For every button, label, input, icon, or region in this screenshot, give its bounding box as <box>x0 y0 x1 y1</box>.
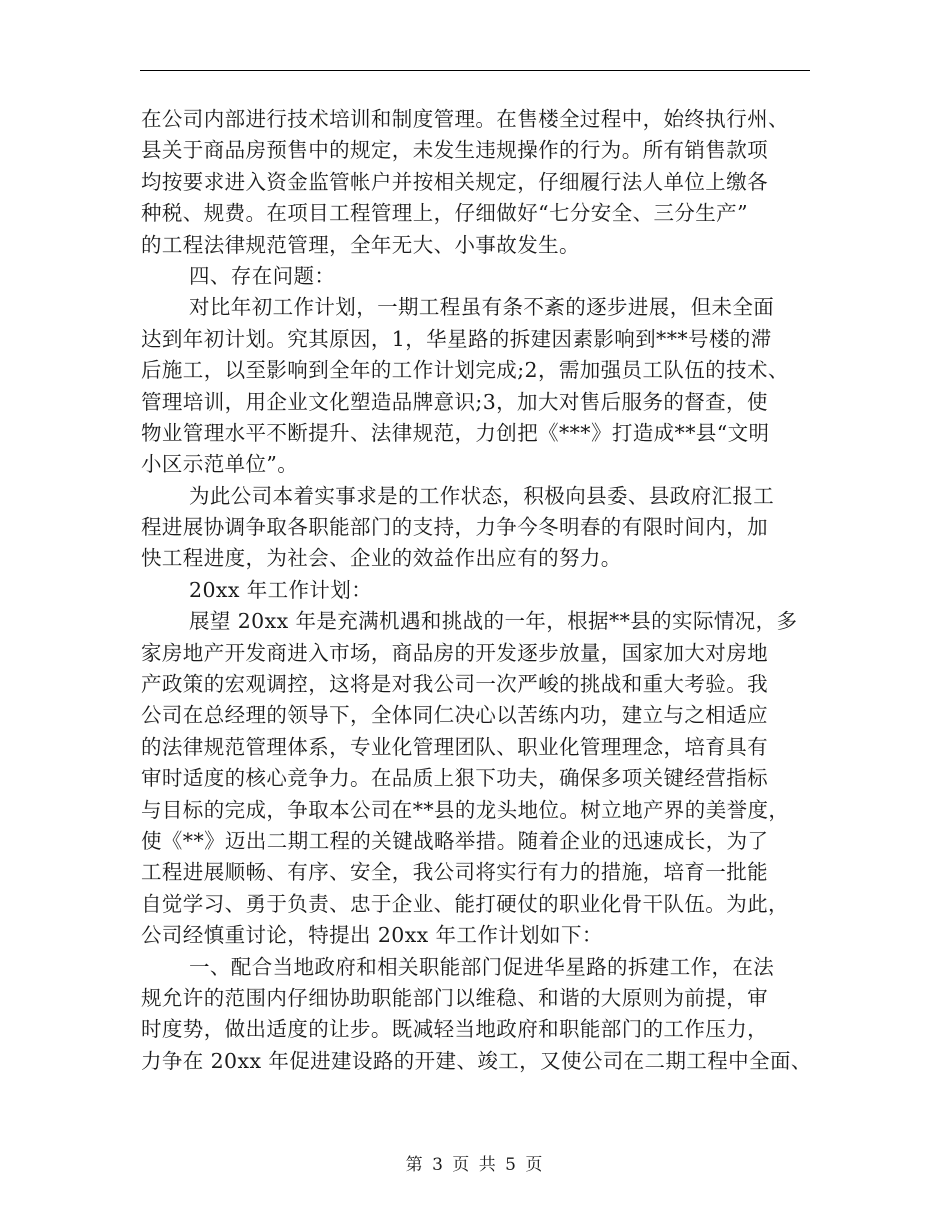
text-line: 20xx 年工作计划： <box>189 577 373 602</box>
text-line: 规允许的范围内仔细协助职能部门以维稳、和谐的大原则为前提，审 <box>141 985 768 1010</box>
text-line: 快工程进度，为社会、企业的效益作出应有的努力。 <box>141 546 622 571</box>
text-line: 对比年初工作计划，一期工程虽有条不紊的逐步进展，但未全面 <box>189 295 775 320</box>
text-line: 在公司内部进行技术培训和制度管理。在售楼全过程中，始终执行州、 <box>141 107 789 131</box>
text-line: 与目标的完成，争取本公司在**县的龙头地位。树立地产界的美誉度， <box>141 797 790 822</box>
text-line: 管理培训，用企业文化塑造品牌意识;3，加大对售后服务的督查，使 <box>141 389 768 414</box>
text-line: 使《**》迈出二期工程的关键战略举措。随着企业的迅速成长，为了 <box>141 828 769 853</box>
text-line: 为此公司本着实事求是的工作状态，积极向县委、县政府汇报工 <box>189 483 775 508</box>
text-line: 公司经慎重讨论，特提出 20xx 年工作计划如下： <box>141 923 603 948</box>
text-line: 时度势，做出适度的让步。既减轻当地政府和职能部门的工作压力， <box>141 1017 768 1042</box>
text-line: 种税、规费。在项目工程管理上，仔细做好“七分安全、三分生产” <box>141 201 748 226</box>
text-line: 小区示范单位”。 <box>141 452 299 477</box>
text-line: 四、存在问题： <box>189 263 336 288</box>
text-line: 工程进展顺畅、有序、安全，我公司将实行有力的措施，培育一批能 <box>141 860 768 885</box>
text-line: 程进展协调争取各职能部门的支持，力争今冬明春的有限时间内，加 <box>141 515 768 540</box>
text-line: 物业管理水平不断提升、法律规范，力创把《***》打造成**县“文明 <box>141 420 770 445</box>
text-line: 审时适度的核心竞争力。在品质上狠下功夫，确保多项关键经营指标 <box>141 766 768 791</box>
text-line: 后施工，以至影响到全年的工作计划完成;2，需加强员工队伍的技术、 <box>141 358 789 383</box>
text-line: 展望 20xx 年是充满机遇和挑战的一年，根据**县的实际情况，多 <box>189 609 798 634</box>
header-rule <box>140 70 810 71</box>
text-line: 县关于商品房预售中的规定，未发生违规操作的行为。所有销售款项 <box>141 138 768 163</box>
text-line: 达到年初计划。究其原因，1，华星路的拆建因素影响到***号楼的滞 <box>141 326 772 351</box>
document-body <box>141 104 811 1077</box>
text-line: 自觉学习、勇于负责、忠于企业、能打硬仗的职业化骨干队伍。为此， <box>141 891 789 916</box>
text-line: 力争在 20xx 年促进建设路的开建、竣工，又使公司在二期工程中全面、 <box>141 1048 812 1073</box>
text-line: 均按要求进入资金监管帐户并按相关规定，仔细履行法人单位上缴各 <box>141 169 768 194</box>
text-line: 公司在总经理的领导下，全体同仁决心以苦练内功，建立与之相适应 <box>141 703 768 728</box>
text-line: 产政策的宏观调控，这将是对我公司一次严峻的挑战和重大考验。我 <box>141 672 768 697</box>
text-line: 家房地产开发商进入市场，商品房的开发逐步放量，国家加大对房地 <box>141 640 768 665</box>
text-line: 一、配合当地政府和相关职能部门促进华星路的拆建工作，在法 <box>189 954 775 979</box>
text-line: 的工程法律规范管理，全年无大、小事故发生。 <box>141 232 580 257</box>
text-line: 的法律规范管理体系，专业化管理团队、职业化管理理念，培育具有 <box>141 734 768 759</box>
page-footer: 第 3 页 共 5 页 <box>405 1155 545 1175</box>
